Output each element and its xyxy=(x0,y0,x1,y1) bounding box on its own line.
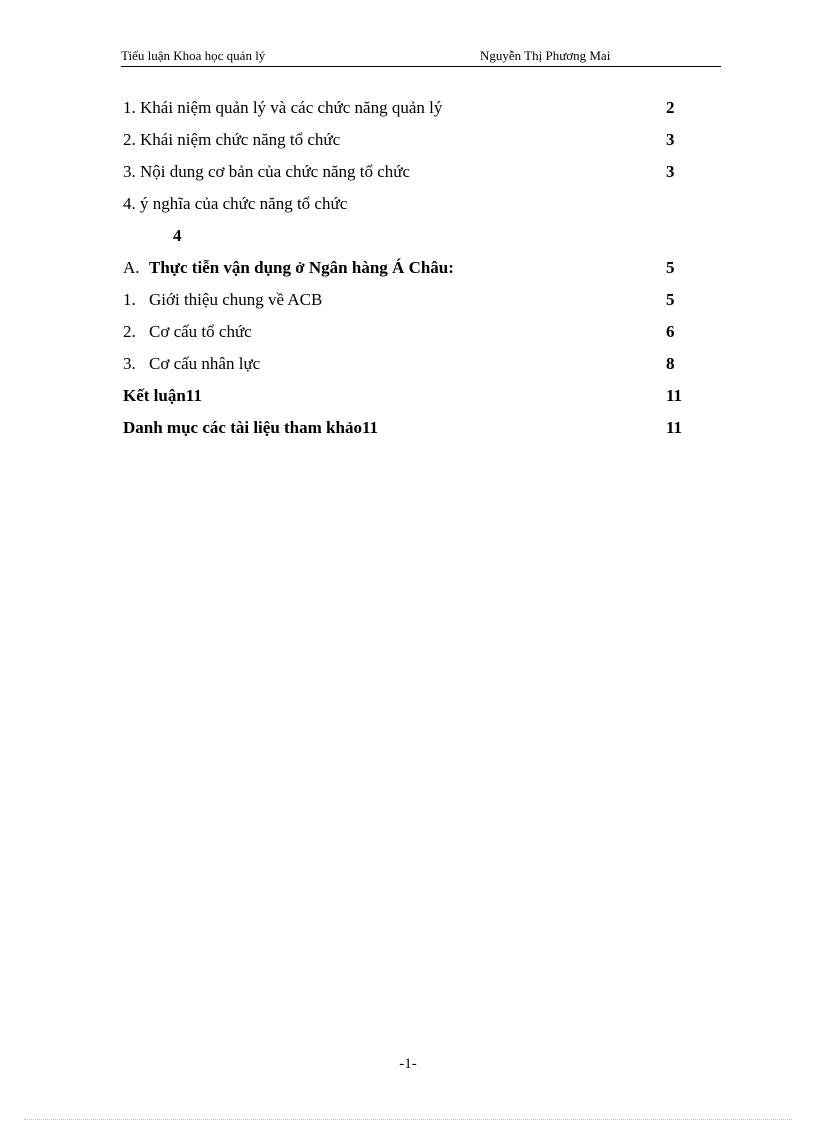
table-of-contents xyxy=(123,96,703,448)
toc-entry-page: 2 xyxy=(666,98,675,117)
toc-entry[interactable] xyxy=(123,160,703,192)
toc-entry-page: 4 xyxy=(173,226,182,245)
toc-entry-title: Cơ cấu nhân lực xyxy=(149,354,261,373)
toc-entry-continuation[interactable] xyxy=(123,224,703,256)
toc-entry-page: 3 xyxy=(666,130,675,149)
toc-entry-number: 1. xyxy=(123,290,136,309)
toc-entry-label xyxy=(123,320,252,344)
toc-entry-page: 11 xyxy=(666,386,683,405)
toc-entry-page: 3 xyxy=(666,162,675,181)
toc-entry-label: 3. Nội dung cơ bản của chức năng tổ chức xyxy=(123,162,411,181)
toc-entry[interactable] xyxy=(123,256,703,288)
toc-entry[interactable] xyxy=(123,192,703,224)
toc-entry[interactable] xyxy=(123,416,703,448)
toc-entry[interactable] xyxy=(123,320,703,352)
toc-entry[interactable] xyxy=(123,96,703,128)
toc-entry[interactable] xyxy=(123,288,703,320)
toc-entry-number: 3. xyxy=(123,354,136,373)
toc-entry-label: Danh mục các tài liệu tham khảo11 xyxy=(123,418,379,437)
toc-entry[interactable] xyxy=(123,384,703,416)
toc-entry[interactable] xyxy=(123,352,703,384)
toc-entry-label xyxy=(123,256,454,280)
toc-entry-label: 2. Khái niệm chức năng tổ chức xyxy=(123,130,341,149)
toc-entry-number: A. xyxy=(123,258,140,277)
toc-entry-label xyxy=(123,352,260,376)
toc-entry-number: 2. xyxy=(123,322,136,341)
page-number: -1- xyxy=(399,1056,417,1072)
page-edge-divider xyxy=(24,1119,792,1120)
toc-entry[interactable] xyxy=(123,128,703,160)
toc-entry-label xyxy=(123,288,322,312)
toc-entry-page: 11 xyxy=(666,418,683,437)
toc-entry-page: 8 xyxy=(666,354,675,373)
toc-entry-page: 5 xyxy=(666,258,675,277)
page-header xyxy=(121,46,721,67)
toc-entry-title: Thực tiễn vận dụng ở Ngân hàng Á Châu: xyxy=(149,258,454,277)
toc-entry-label: 1. Khái niệm quản lý và các chức năng quản lý xyxy=(123,98,443,117)
toc-entry-title: Cơ cấu tổ chức xyxy=(149,322,252,341)
toc-entry-title: Giới thiệu chung về ACB xyxy=(149,290,323,309)
toc-entry-label: 4. ý nghĩa của chức năng tổ chức xyxy=(123,194,348,213)
toc-entry-page: 5 xyxy=(666,290,675,309)
header-author: Nguyễn Thị Phương Mai xyxy=(480,48,611,63)
toc-entry-page: 6 xyxy=(666,322,675,341)
toc-entry-label: Kết luận11 xyxy=(123,386,202,405)
header-title: Tiểu luận Khoa học quản lý xyxy=(121,48,266,63)
